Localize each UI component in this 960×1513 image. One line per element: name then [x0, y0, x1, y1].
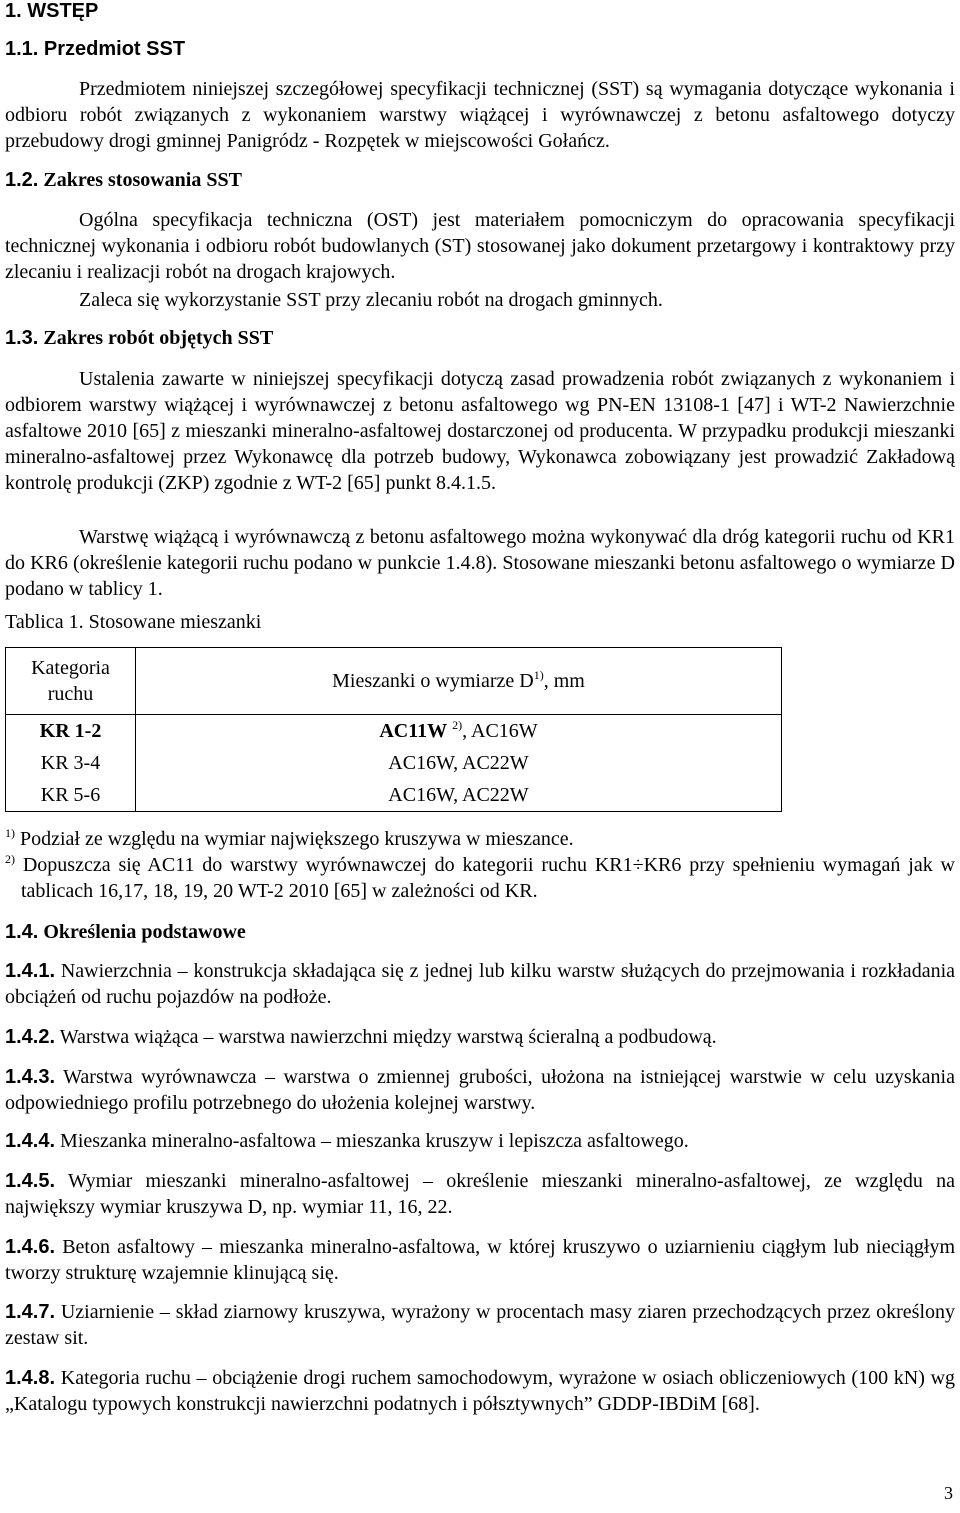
- footnote-ref: 1): [533, 668, 544, 682]
- footnote-2: [5, 852, 955, 904]
- header-mixtures: [136, 648, 782, 715]
- section-number: 1.3.: [5, 327, 39, 349]
- table-row: KR 5-6: [40, 784, 101, 806]
- footnote-mark: 1): [5, 826, 15, 840]
- section-heading-1-1: 1.1. Przedmiot SST: [5, 38, 186, 60]
- definition-number: 1.4.6.: [5, 1236, 56, 1258]
- section-number: 1.2.: [5, 169, 39, 191]
- mixtures-table: [5, 647, 782, 812]
- definition-number: 1.4.7.: [5, 1301, 56, 1323]
- definition-text: Kategoria ruchu – obciążenie drogi ruchem samochodowym, wyrażone w osiach obliczeniowych (100 kN) wg „Katalogu typowych konstrukcji nawierzchni podatnych i półsztywnych” GDDP-IBDiM [68].: [5, 1367, 956, 1415]
- definition-1-4-2: [5, 1024, 955, 1050]
- paragraph-1-3-b: Warstwę wiążącą i wyrównawczą z betonu asfaltowego można wykonywać dla dróg kategorii ruchu od KR1 do KR6 (określenie kategorii ruchu podano w punkcie 1.4.8). Stosowane mieszanki betonu asfaltowego o wymiarze D podano w tablicy 1.: [5, 526, 955, 600]
- header-category-line2: ruchu: [47, 683, 94, 705]
- definition-number: 1.4.4.: [5, 1130, 56, 1152]
- division-sign: ÷: [632, 854, 644, 876]
- paragraph-1-2-b: Zaleca się wykorzystanie SST przy zlecaniu robót na drogach gminnych.: [79, 289, 663, 311]
- definition-text: Mieszanka mineralno-asfaltowa – mieszanka kruszyw i lepiszcza asfaltowego.: [60, 1130, 689, 1152]
- definition-1-4-3: [5, 1064, 955, 1116]
- definition-text: Nawierzchnia – konstrukcja składająca się z jednej lub kilku warstw służących do przejmowania i rozkładania obciążeń od ruchu pojazdów na podłoże.: [5, 960, 955, 1008]
- definition-1-4-6: [5, 1234, 955, 1286]
- definition-text: Beton asfaltowy – mieszanka mineralno-asfaltowa, w której kruszywo o uziarnieniu ciągłym lub nieciągłym tworzy strukturę wzajemnie klinującą się.: [5, 1236, 955, 1284]
- footnote-1: [5, 826, 955, 852]
- section-heading-1-2: [5, 167, 955, 193]
- footnote-text: Podział ze względu na wymiar największego kruszywa w mieszance.: [20, 828, 574, 850]
- definition-number: 1.4.1.: [5, 960, 56, 982]
- section-title: Określenia podstawowe: [43, 921, 246, 943]
- definition-1-4-8: [5, 1365, 955, 1417]
- table-row: KR 3-4: [40, 752, 101, 774]
- table-body-row: [6, 715, 782, 812]
- definition-text: Warstwa wiążąca – warstwa nawierzchni między warstwą ścieralną a podbudową.: [59, 1026, 717, 1048]
- footnote-ref: 2): [452, 718, 463, 732]
- definition-number: 1.4.5.: [5, 1170, 56, 1192]
- paragraph-1-3-a: Ustalenia zawarte w niniejszej specyfikacji dotyczą zasad prowadzenia robót związanych z wykonaniem i odbiorem warstwy wiążącej i wyrównawczej z betonu asfaltowego wg PN-EN 13108-1 [47] i WT-2 Nawierzchnie asfaltowe 2010 [65] z mieszanki mineralno-asfaltowej dostarczonej od producenta. W przypadku produkcji mieszanki mineralno-asfaltowej przez Wykonawcę dla potrzeb budowy, Wykonawca zobowiązany jest prowadzić Zakładową kontrolę produkcji (ZKP) zgodnie z WT-2 [65] punkt 8.4.1.5.: [5, 368, 955, 494]
- header-category: [6, 648, 136, 715]
- footnote-text: Dopuszcza się AC11 do warstwy wyrównawczej do kategorii ruchu KR1: [22, 854, 633, 876]
- definition-number: 1.4.8.: [5, 1367, 56, 1389]
- table-caption: Tablica 1. Stosowane mieszanki: [5, 611, 262, 633]
- section-number: 1.4.: [5, 921, 39, 943]
- chapter-heading: 1. WSTĘP: [5, 0, 99, 22]
- definition-text: Uziarnienie – skład ziarnowy kruszywa, wyrażony w procentach masy ziaren przechodzących przez określony zestaw sit.: [5, 1301, 956, 1349]
- header-mixtures-unit: , mm: [543, 670, 585, 692]
- definition-text: Wymiar mieszanki mineralno-asfaltowej – określenie mieszanki mineralno-asfaltowej, ze względu na największy wymiar kruszywa D, np. wymiar 11, 16, 22.: [5, 1170, 956, 1218]
- mix-name: AC11W: [379, 720, 448, 742]
- definition-1-4-7: [5, 1299, 955, 1351]
- footnote-text: KR6 przy spełnieniu wymagań jak w tablicach 16,17, 18, 19, 20 WT-2 2010 [65] w zależności od KR.: [21, 854, 955, 902]
- section-title: Zakres stosowania SST: [43, 169, 242, 191]
- definition-1-4-5: [5, 1168, 955, 1220]
- table-row: KR 1-2: [39, 720, 102, 742]
- table-header-row: [6, 648, 782, 715]
- table-row: AC16W, AC22W: [388, 752, 529, 774]
- section-title: Zakres robót objętych SST: [43, 327, 274, 349]
- section-heading-1-4: [5, 919, 955, 945]
- definition-1-4-4: [5, 1128, 955, 1154]
- table-row: [136, 715, 781, 747]
- page-number: 3: [944, 1483, 953, 1503]
- definition-number: 1.4.3.: [5, 1066, 56, 1088]
- category-cell: [6, 715, 136, 812]
- mixtures-cell: [136, 715, 782, 812]
- mix-name: , AC16W: [462, 720, 538, 742]
- definition-1-4-1: [5, 958, 955, 1010]
- paragraph-1-1: Przedmiotem niniejszej szczegółowej specyfikacji technicznej (SST) są wymagania dotyczące wykonania i odbioru robót związanych z wykonaniem warstwy wiążącej i wyrównawczej z betonu asfaltowego dotyczy przebudowy drogi gminnej Panigródz - Rozpętek w miejscowości Gołańcz.: [5, 78, 955, 152]
- definition-number: 1.4.2.: [5, 1026, 56, 1048]
- paragraph-1-2-a: Ogólna specyfikacja techniczna (OST) jest materiałem pomocniczym do opracowania specyfikacji technicznej wykonania i odbioru robót budowlanych (ST) stosowanej jako dokument przetargowy i kontraktowy przy zlecaniu i realizacji robót na drogach krajowych.: [5, 209, 955, 283]
- footnote-mark: 2): [5, 852, 15, 866]
- definition-text: Warstwa wyrównawcza – warstwa o zmiennej grubości, ułożona na istniejącej warstwie w celu uzyskania odpowiedniego profilu potrzebnego do ułożenia kolejnej warstwy.: [5, 1066, 955, 1114]
- header-category-line1: Kategoria: [31, 657, 110, 679]
- table-row: AC16W, AC22W: [388, 784, 529, 806]
- header-mixtures-text: Mieszanki o wymiarze D: [332, 670, 534, 692]
- section-heading-1-3: [5, 325, 955, 351]
